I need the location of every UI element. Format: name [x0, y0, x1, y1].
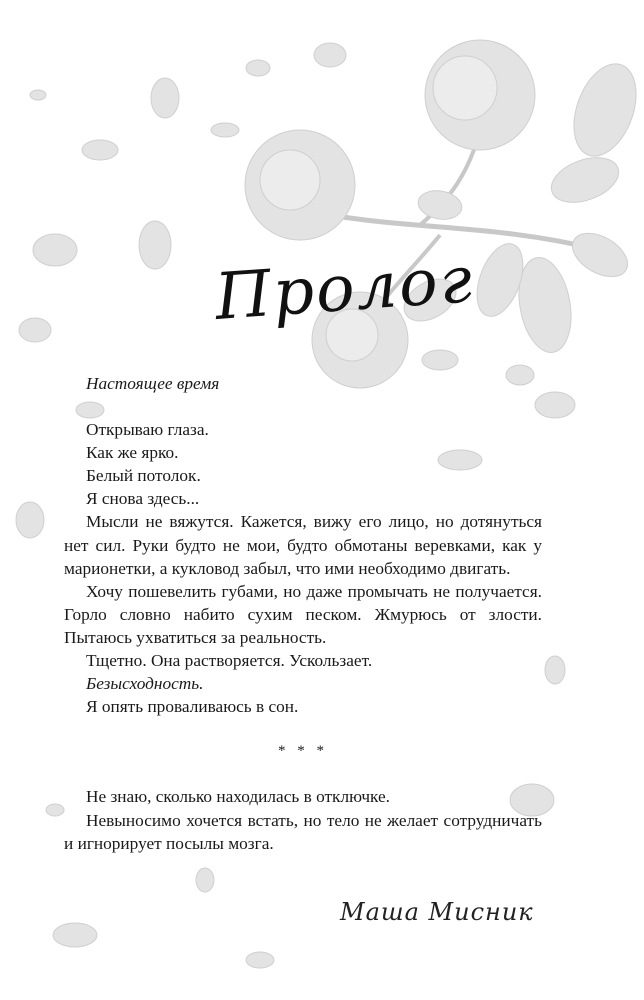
paragraph: Я опять проваливаюсь в сон.	[86, 697, 299, 717]
paragraph: Как же ярко.	[86, 443, 179, 463]
paragraph: Мысли не вяжутся. Кажется, вижу его лицо, но дотянуться нет сил. Руки будто не мои, будто обмотаны веревками, как у марионетки, а кукловод забыл, что ими необходимо двигать.	[64, 512, 542, 578]
paragraph: Невыносимо хочется встать, но тело не желает сотрудничать и игнорирует посылы мозга.	[64, 810, 542, 853]
paragraph: Не знаю, сколько находилась в отключке.	[86, 787, 390, 807]
section-separator: * * *	[278, 743, 328, 760]
paragraph: Белый потолок.	[86, 466, 201, 486]
chapter-subtitle: Настоящее время	[86, 374, 220, 393]
paragraph: Безысходность.	[86, 674, 204, 694]
paragraph: Тщетно. Она растворяется. Ускользает.	[86, 651, 373, 671]
paragraph: Открываю глаза.	[86, 420, 209, 440]
chapter-text	[64, 372, 542, 855]
paragraph: Хочу пошевелить губами, но даже промычать не получается. Горло словно набито сухим песком. Жмурюсь от злости. Пытаюсь ухватиться за реальность.	[64, 581, 542, 647]
author-signature: Маша Мисник	[340, 898, 534, 926]
chapter-title: Пролог	[212, 243, 477, 335]
paragraph: Я снова здесь...	[86, 489, 200, 509]
